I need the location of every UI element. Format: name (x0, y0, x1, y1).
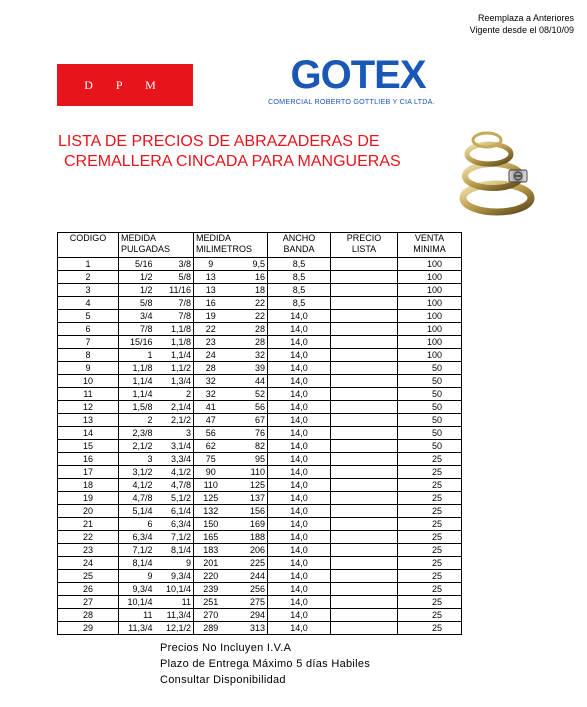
cell-mm-max: 294 (228, 609, 268, 622)
cell-mm-min: 56 (194, 427, 228, 440)
cell-codigo: 1 (58, 258, 119, 271)
col-codigo-header (58, 233, 119, 258)
cell-codigo: 19 (58, 492, 119, 505)
cell-mm-min: 150 (194, 518, 228, 531)
cell-pulgadas-min: 1 (119, 349, 155, 362)
cell-mm-max: 313 (228, 622, 268, 635)
title-line-1: LISTA DE PRECIOS DE ABRAZADERAS DE (58, 133, 380, 150)
cell-precio-lista (331, 466, 398, 479)
cell-pulgadas-max: 4,1/2 (155, 466, 194, 479)
cell-ancho-banda: 14,0 (268, 479, 331, 492)
cell-precio-lista (331, 284, 398, 297)
cell-venta-minima: 100 (398, 310, 462, 323)
cell-ancho-banda: 14,0 (268, 440, 331, 453)
cell-venta-minima: 50 (398, 440, 462, 453)
cell-pulgadas-min: 5/16 (119, 258, 155, 271)
table-row (58, 336, 462, 349)
cell-pulgadas-min: 1/2 (119, 271, 155, 284)
cell-precio-lista (331, 310, 398, 323)
cell-pulgadas-max: 6,1/4 (155, 505, 194, 518)
cell-codigo: 15 (58, 440, 119, 453)
cell-ancho-banda: 14,0 (268, 375, 331, 388)
precio-label-1: PRECIO (346, 233, 382, 243)
validity-note (478, 13, 574, 23)
table-row (58, 258, 462, 271)
table-row (58, 401, 462, 414)
cell-mm-max: 256 (228, 583, 268, 596)
cell-pulgadas-min: 6 (119, 518, 155, 531)
cell-pulgadas-min: 5,1/4 (119, 505, 155, 518)
cell-venta-minima: 25 (398, 544, 462, 557)
cell-precio-lista (331, 609, 398, 622)
cell-pulgadas-max: 7,1/2 (155, 531, 194, 544)
cell-mm-min: 75 (194, 453, 228, 466)
cell-ancho-banda: 14,0 (268, 401, 331, 414)
note-valid-since: Vigente desde el 08/10/09 (469, 25, 574, 35)
cell-precio-lista (331, 427, 398, 440)
cell-mm-max: 169 (228, 518, 268, 531)
cell-venta-minima: 100 (398, 336, 462, 349)
cell-pulgadas-min: 4,1/2 (119, 479, 155, 492)
table-row (58, 375, 462, 388)
cell-ancho-banda: 14,0 (268, 570, 331, 583)
cell-mm-min: 32 (194, 375, 228, 388)
table-row (58, 570, 462, 583)
cell-pulgadas-min: 3,1/2 (119, 466, 155, 479)
table-row (58, 427, 462, 440)
cell-mm-max: 9,5 (228, 258, 268, 271)
cell-ancho-banda: 14,0 (268, 336, 331, 349)
table-row (58, 596, 462, 609)
cell-mm-min: 24 (194, 349, 228, 362)
cell-pulgadas-max: 11/16 (155, 284, 194, 297)
cell-pulgadas-min: 6,3/4 (119, 531, 155, 544)
cell-pulgadas-max: 10,1/4 (155, 583, 194, 596)
cell-precio-lista (331, 336, 398, 349)
cell-ancho-banda: 14,0 (268, 557, 331, 570)
col-ancho-header (268, 233, 331, 258)
cell-codigo: 11 (58, 388, 119, 401)
cell-precio-lista (331, 375, 398, 388)
cell-ancho-banda: 14,0 (268, 492, 331, 505)
cell-pulgadas-max: 11 (155, 596, 194, 609)
cell-ancho-banda: 14,0 (268, 349, 331, 362)
cell-mm-min: 239 (194, 583, 228, 596)
cell-pulgadas-min: 7/8 (119, 323, 155, 336)
cell-mm-max: 110 (228, 466, 268, 479)
cell-precio-lista (331, 557, 398, 570)
cell-codigo: 2 (58, 271, 119, 284)
ancho-label-2: BANDA (283, 244, 315, 254)
cell-mm-max: 275 (228, 596, 268, 609)
cell-pulgadas-min: 1,5/8 (119, 401, 155, 414)
cell-precio-lista (331, 505, 398, 518)
cell-mm-max: 225 (228, 557, 268, 570)
cell-mm-min: 251 (194, 596, 228, 609)
cell-pulgadas-max: 3 (155, 427, 194, 440)
cell-pulgadas-min: 10,1/4 (119, 596, 155, 609)
ancho-label-1: ANCHO (282, 233, 316, 243)
table-row (58, 531, 462, 544)
cell-pulgadas-max: 4,7/8 (155, 479, 194, 492)
title-line-2: CREMALLERA CINCADA PARA MANGUERAS (64, 153, 401, 170)
table-row (58, 518, 462, 531)
cell-codigo: 25 (58, 570, 119, 583)
cell-venta-minima: 100 (398, 271, 462, 284)
cell-precio-lista (331, 479, 398, 492)
cell-codigo: 24 (58, 557, 119, 570)
cell-precio-lista (331, 401, 398, 414)
cell-ancho-banda: 14,0 (268, 609, 331, 622)
cell-ancho-banda: 8,5 (268, 284, 331, 297)
cell-pulgadas-min: 1,1/4 (119, 388, 155, 401)
cell-pulgadas-max: 3/8 (155, 258, 194, 271)
table-row (58, 466, 462, 479)
cell-ancho-banda: 14,0 (268, 414, 331, 427)
table-row (58, 362, 462, 375)
cell-venta-minima: 25 (398, 518, 462, 531)
cell-ancho-banda: 14,0 (268, 310, 331, 323)
cell-codigo: 13 (58, 414, 119, 427)
cell-venta-minima: 100 (398, 349, 462, 362)
cell-precio-lista (331, 271, 398, 284)
cell-ancho-banda: 14,0 (268, 362, 331, 375)
cell-mm-max: 76 (228, 427, 268, 440)
cell-venta-minima: 25 (398, 570, 462, 583)
cell-precio-lista (331, 388, 398, 401)
cell-precio-lista (331, 518, 398, 531)
cell-venta-minima: 25 (398, 505, 462, 518)
gotex-logo (268, 55, 448, 106)
page-title (58, 132, 401, 172)
cell-mm-max: 28 (228, 336, 268, 349)
cell-pulgadas-max: 1,1/4 (155, 349, 194, 362)
cell-ancho-banda: 14,0 (268, 531, 331, 544)
cell-precio-lista (331, 453, 398, 466)
cell-ancho-banda: 14,0 (268, 453, 331, 466)
cell-codigo: 22 (58, 531, 119, 544)
cell-pulgadas-max: 1,3/4 (155, 375, 194, 388)
cell-precio-lista (331, 414, 398, 427)
cell-precio-lista (331, 258, 398, 271)
cell-mm-max: 16 (228, 271, 268, 284)
cell-precio-lista (331, 583, 398, 596)
cell-venta-minima: 50 (398, 414, 462, 427)
cell-mm-max: 22 (228, 297, 268, 310)
cell-codigo: 20 (58, 505, 119, 518)
cell-codigo: 3 (58, 284, 119, 297)
cell-mm-min: 22 (194, 323, 228, 336)
cell-mm-max: 56 (228, 401, 268, 414)
cell-ancho-banda: 14,0 (268, 518, 331, 531)
cell-mm-max: 28 (228, 323, 268, 336)
cell-venta-minima: 25 (398, 583, 462, 596)
company-subtitle: COMERCIAL ROBERTO GOTTLIEB Y CIA LTDA. (268, 97, 435, 106)
cell-venta-minima: 100 (398, 323, 462, 336)
cell-pulgadas-max: 9 (155, 557, 194, 570)
cell-codigo: 8 (58, 349, 119, 362)
table-row (58, 414, 462, 427)
cell-pulgadas-min: 9 (119, 570, 155, 583)
cell-pulgadas-min: 1,1/4 (119, 375, 155, 388)
cell-pulgadas-min: 5/8 (119, 297, 155, 310)
cell-precio-lista (331, 622, 398, 635)
cell-ancho-banda: 14,0 (268, 427, 331, 440)
footer-notes (160, 640, 370, 688)
cell-codigo: 17 (58, 466, 119, 479)
cell-mm-min: 125 (194, 492, 228, 505)
cell-mm-max: 67 (228, 414, 268, 427)
cell-codigo: 29 (58, 622, 119, 635)
cell-precio-lista (331, 570, 398, 583)
col-pulgadas-header (119, 233, 194, 258)
price-table (57, 232, 462, 635)
table-row (58, 388, 462, 401)
cell-ancho-banda: 8,5 (268, 271, 331, 284)
cell-pulgadas-min: 11,3/4 (119, 622, 155, 635)
cell-pulgadas-max: 3,3/4 (155, 453, 194, 466)
cell-precio-lista (331, 362, 398, 375)
table-row (58, 284, 462, 297)
footer-availability-note: Consultar Disponibilidad (160, 674, 286, 686)
cell-codigo: 27 (58, 596, 119, 609)
medida-pulgadas-label-1: MEDIDA (121, 233, 157, 243)
cell-pulgadas-max: 5,1/2 (155, 492, 194, 505)
venta-label-1: VENTA (414, 233, 445, 243)
table-row (58, 440, 462, 453)
cell-precio-lista (331, 492, 398, 505)
cell-venta-minima: 25 (398, 492, 462, 505)
cell-venta-minima: 100 (398, 284, 462, 297)
cell-ancho-banda: 14,0 (268, 323, 331, 336)
cell-pulgadas-max: 1,1/2 (155, 362, 194, 375)
cell-pulgadas-min: 15/16 (119, 336, 155, 349)
table-row (58, 622, 462, 635)
table-row (58, 297, 462, 310)
cell-pulgadas-max: 11,3/4 (155, 609, 194, 622)
dpm-logo-text: D P M (84, 77, 166, 92)
cell-venta-minima: 25 (398, 531, 462, 544)
gotex-logo-word: GOTEX (290, 53, 426, 97)
cell-pulgadas-max: 6,3/4 (155, 518, 194, 531)
cell-mm-min: 28 (194, 362, 228, 375)
cell-mm-min: 19 (194, 310, 228, 323)
table-row (58, 349, 462, 362)
cell-pulgadas-max: 5/8 (155, 271, 194, 284)
cell-pulgadas-min: 3/4 (119, 310, 155, 323)
cell-venta-minima: 25 (398, 596, 462, 609)
cell-venta-minima: 100 (398, 297, 462, 310)
cell-precio-lista (331, 531, 398, 544)
cell-pulgadas-max: 2 (155, 388, 194, 401)
price-table-body (58, 258, 462, 635)
cell-pulgadas-min: 9,3/4 (119, 583, 155, 596)
cell-mm-max: 82 (228, 440, 268, 453)
cell-venta-minima: 50 (398, 401, 462, 414)
cell-mm-min: 289 (194, 622, 228, 635)
medida-mm-label-1: MEDIDA (196, 233, 232, 243)
cell-codigo: 18 (58, 479, 119, 492)
cell-pulgadas-max: 3,1/4 (155, 440, 194, 453)
venta-label-2: MINIMA (413, 244, 446, 254)
cell-precio-lista (331, 297, 398, 310)
cell-pulgadas-min: 1/2 (119, 284, 155, 297)
cell-mm-max: 156 (228, 505, 268, 518)
cell-pulgadas-min: 2,1/2 (119, 440, 155, 453)
cell-pulgadas-max: 8,1/4 (155, 544, 194, 557)
cell-venta-minima: 25 (398, 479, 462, 492)
cell-mm-min: 165 (194, 531, 228, 544)
cell-mm-max: 206 (228, 544, 268, 557)
col-milimetros-header (194, 233, 268, 258)
table-row (58, 544, 462, 557)
cell-mm-max: 18 (228, 284, 268, 297)
cell-mm-max: 125 (228, 479, 268, 492)
cell-pulgadas-min: 1,1/8 (119, 362, 155, 375)
cell-codigo: 21 (58, 518, 119, 531)
cell-venta-minima: 50 (398, 388, 462, 401)
cell-venta-minima: 50 (398, 427, 462, 440)
cell-venta-minima: 50 (398, 362, 462, 375)
table-row (58, 557, 462, 570)
cell-codigo: 16 (58, 453, 119, 466)
cell-mm-min: 23 (194, 336, 228, 349)
note-replaces: Reemplaza a Anteriores (477, 13, 574, 23)
cell-mm-min: 32 (194, 388, 228, 401)
cell-precio-lista (331, 440, 398, 453)
cell-mm-max: 39 (228, 362, 268, 375)
cell-pulgadas-min: 7,1/2 (119, 544, 155, 557)
cell-mm-max: 22 (228, 310, 268, 323)
cell-mm-min: 90 (194, 466, 228, 479)
table-row (58, 479, 462, 492)
cell-mm-max: 137 (228, 492, 268, 505)
cell-mm-min: 13 (194, 271, 228, 284)
cell-mm-max: 244 (228, 570, 268, 583)
table-row (58, 609, 462, 622)
footer-delivery-note: Plazo de Entrega Máximo 5 días Habiles (160, 658, 371, 670)
cell-pulgadas-max: 2,1/2 (155, 414, 194, 427)
cell-ancho-banda: 14,0 (268, 466, 331, 479)
cell-ancho-banda: 8,5 (268, 297, 331, 310)
medida-mm-label-2: MILIMETROS (196, 244, 253, 254)
cell-pulgadas-min: 2 (119, 414, 155, 427)
cell-mm-min: 220 (194, 570, 228, 583)
cell-codigo: 7 (58, 336, 119, 349)
cell-mm-max: 52 (228, 388, 268, 401)
table-row (58, 492, 462, 505)
col-precio-header (331, 233, 398, 258)
table-header-row (58, 233, 462, 258)
cell-pulgadas-min: 2,3/8 (119, 427, 155, 440)
cell-pulgadas-max: 12,1/2 (155, 622, 194, 635)
cell-mm-max: 188 (228, 531, 268, 544)
cell-mm-min: 270 (194, 609, 228, 622)
cell-codigo: 12 (58, 401, 119, 414)
cell-mm-min: 41 (194, 401, 228, 414)
cell-mm-min: 16 (194, 297, 228, 310)
cell-venta-minima: 25 (398, 622, 462, 635)
cell-pulgadas-min: 4,7/8 (119, 492, 155, 505)
cell-mm-min: 201 (194, 557, 228, 570)
cell-codigo: 4 (58, 297, 119, 310)
table-row (58, 310, 462, 323)
hose-clamp-image (447, 126, 537, 223)
cell-ancho-banda: 14,0 (268, 622, 331, 635)
cell-mm-max: 95 (228, 453, 268, 466)
cell-ancho-banda: 14,0 (268, 388, 331, 401)
cell-codigo: 14 (58, 427, 119, 440)
cell-mm-min: 9 (194, 258, 228, 271)
table-row (58, 505, 462, 518)
cell-precio-lista (331, 544, 398, 557)
validity-date (470, 25, 574, 35)
cell-mm-min: 110 (194, 479, 228, 492)
cell-pulgadas-max: 7/8 (155, 297, 194, 310)
cell-mm-min: 47 (194, 414, 228, 427)
cell-pulgadas-min: 3 (119, 453, 155, 466)
cell-codigo: 28 (58, 609, 119, 622)
cell-precio-lista (331, 596, 398, 609)
cell-codigo: 23 (58, 544, 119, 557)
cell-ancho-banda: 14,0 (268, 505, 331, 518)
precio-label-2: LISTA (351, 244, 377, 254)
cell-mm-max: 44 (228, 375, 268, 388)
cell-mm-min: 183 (194, 544, 228, 557)
cell-precio-lista (331, 323, 398, 336)
cell-venta-minima: 50 (398, 375, 462, 388)
cell-pulgadas-max: 7/8 (155, 310, 194, 323)
cell-pulgadas-min: 11 (119, 609, 155, 622)
table-row (58, 271, 462, 284)
cell-pulgadas-min: 8,1/4 (119, 557, 155, 570)
medida-pulgadas-label-2: PULGADAS (121, 244, 171, 254)
cell-ancho-banda: 8,5 (268, 258, 331, 271)
cell-mm-max: 32 (228, 349, 268, 362)
cell-pulgadas-max: 1,1/8 (155, 336, 194, 349)
cell-mm-min: 62 (194, 440, 228, 453)
cell-venta-minima: 25 (398, 557, 462, 570)
cell-venta-minima: 25 (398, 466, 462, 479)
cell-mm-min: 132 (194, 505, 228, 518)
cell-codigo: 6 (58, 323, 119, 336)
table-row (58, 583, 462, 596)
cell-venta-minima: 25 (398, 453, 462, 466)
cell-precio-lista (331, 349, 398, 362)
cell-ancho-banda: 14,0 (268, 583, 331, 596)
cell-mm-min: 13 (194, 284, 228, 297)
cell-pulgadas-max: 9,3/4 (155, 570, 194, 583)
table-row (58, 453, 462, 466)
cell-venta-minima: 100 (398, 258, 462, 271)
cell-pulgadas-max: 1,1/8 (155, 323, 194, 336)
cell-venta-minima: 25 (398, 609, 462, 622)
footer-iva-note: Precios No Incluyen I.V.A (160, 642, 292, 654)
cell-codigo: 10 (58, 375, 119, 388)
cell-pulgadas-max: 2,1/4 (155, 401, 194, 414)
cell-codigo: 5 (58, 310, 119, 323)
cell-ancho-banda: 14,0 (268, 596, 331, 609)
cell-codigo: 26 (58, 583, 119, 596)
codigo-label: CODIGO (69, 233, 107, 243)
table-row (58, 323, 462, 336)
cell-ancho-banda: 14,0 (268, 544, 331, 557)
dpm-logo (57, 64, 193, 106)
col-venta-header (398, 233, 462, 258)
cell-codigo: 9 (58, 362, 119, 375)
